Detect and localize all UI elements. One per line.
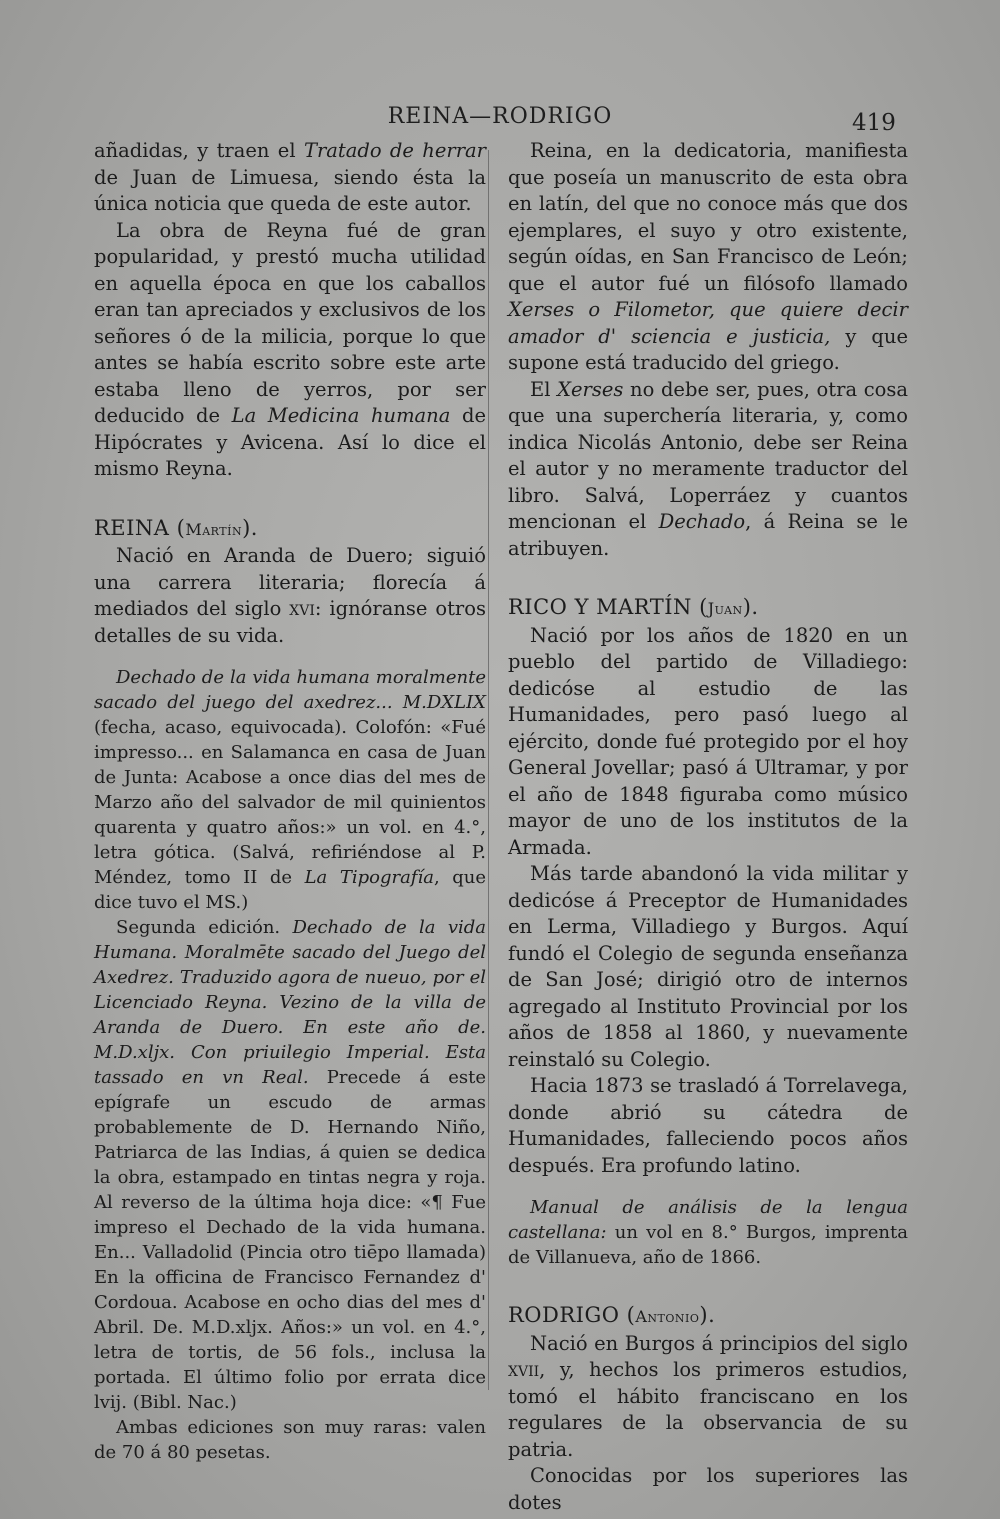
- paragraph: Hacia 1873 se trasladó á Torrelavega, donde abrió su cátedra de Humanidades, falleciendo pocos años después. Era profundo latino.: [508, 1074, 908, 1177]
- running-title: REINA—RODRIGO: [387, 104, 613, 129]
- entry-heading-rodrigo-antonio: RODRIGO (Antonio).: [508, 1303, 716, 1327]
- bibliographic-reference: Manual de análisis de la lengua castellana: un vol en 8.° Burgos, imprenta de Villanueva, año de 1866.: [508, 1197, 908, 1268]
- entry-heading-rico-y-martin: RICO Y MARTÍN (Juan).: [508, 595, 759, 619]
- entry-biography: Nació en Aranda de Duero; siguió una carrera literaria; florecía á mediados del siglo xvi: ignóranse otros detalles de su vida.: [94, 544, 487, 647]
- left-column: [94, 138, 487, 1463]
- spacer: [508, 562, 908, 594]
- page-number: 419: [852, 110, 896, 136]
- paragraph: Nació por los años de 1820 en un pueblo del partido de Villadiego: dedicóse al estudio de las Humanidades, pero pasó luego al ejército, donde fué protegido por el hoy General Jovellar; pasó á Ultramar, y por el año de 1848 figuraba como músico mayor de uno de los institutos de la Armada.: [508, 623, 908, 859]
- paragraph: añadidas, y traen el Tratado de herrar de Juan de Limuesa, siendo ésta la única noticia que queda de este autor.: [94, 139, 486, 215]
- paragraph: Ambas ediciones son muy raras: valen de 70 á 80 pesetas.: [94, 1417, 486, 1463]
- spacer: [94, 649, 486, 665]
- paragraph: La obra de Reyna fué de gran popularidad, y prestó mucha utilidad en aquella época en que los caballos eran tan apreciados y exclusivos de los señores ó de la milicia, porque lo que antes se había escrito sobre este arte estaba lleno de yerros, por ser deducido de La Medicina humana de Hipócrates y Avicena. Así lo dice el mismo Reyna.: [94, 218, 486, 480]
- spacer: [508, 1270, 908, 1302]
- paragraph: Reina, en la dedicatoria, manifiesta que poseía un manuscrito de esta obra en latín, del que no conoce más que dos ejemplares, el suyo y otro existente, según oídas, en San Francisco de León; que el autor fué un filósofo llamado Xerses o Filometor, que quiere decir amador d' sciencia e justicia, y que supone está traducido del griego.: [508, 139, 908, 374]
- right-column: [508, 138, 909, 1514]
- paragraph: Nació en Burgos á principios del siglo xvii, y, hechos los primeros estudios, tomó el hábito franciscano en los regulares de la observancia de su patria.: [508, 1331, 908, 1461]
- paragraph: El Xerses no debe ser, pues, otra cosa que una superchería literaria, y, como indica Nicolás Antonio, debe ser Reina el autor y no meramente traductor del libro. Salvá, Loperráez y cuantos mencionan el Dechado, á Reina se le atribuyen.: [508, 377, 909, 560]
- spacer: [508, 1179, 908, 1195]
- bibliographic-reference: Dechado de la vida humana moralmente sacado del juego del axedrez... M.DXLIX (fecha, acaso, equivocada). Colofón: «Fué impresso... en Salamanca en casa de Juan de Junta: Acabose a once dias del mes de Marzo año del salvador de mil quinientos quarenta y quatro años:» un vol. en 4.°, letra gótica. (Salvá, refiriéndose al P. Méndez, tomo II de La Tipografía, que dice tuvo el MS.): [94, 667, 486, 913]
- spacer: [94, 483, 486, 515]
- column-divider: [488, 150, 489, 1390]
- entry-heading-reina-martin: REINA (Martín).: [94, 515, 258, 540]
- bibliographic-reference: Segunda edición. Dechado de la vida Humana. Moralmēte sacado del Juego del Axedrez. Traduzido agora de nueuo, por el Licenciado Reyna. Vezino de la villa de Aranda de Duero. En este año de. M.D.xljx. Con priuilegio Imperial. Esta tassado en vn Real. Precede á este epígrafe un escudo de armas probablemente de D. Hernando Niño, Patriarca de las Indias, á quien se dedica la obra, estampado en tintas negra y roja. Al reverso de la última hoja dice: «¶ Fue impreso el Dechado de la vida humana. En... Valladolid (Pincia otro tiēpo llamada) En la officina de Francisco Fernandez d' Cordoua. Acabose en ocho dias del mes d' Abril. De. M.D.xljx. Años:» un vol. en 4.°, letra de tortis, de 56 fols., inclusa la portada. El último folio por errata dice lvij. (Bibl. Nac.): [94, 917, 487, 1413]
- paragraph: Más tarde abandonó la vida militar y dedicóse á Preceptor de Humanidades en Lerma, Villadiego y Burgos. Aquí fundó el Colegio de segunda enseñanza de San José; dirigió otro de internos agregado al Instituto Provincial por los años de 1858 al 1860, y nuevamente reinstaló su Colegio.: [508, 862, 908, 1071]
- paragraph: Conocidas por los superiores las dotes: [508, 1464, 908, 1514]
